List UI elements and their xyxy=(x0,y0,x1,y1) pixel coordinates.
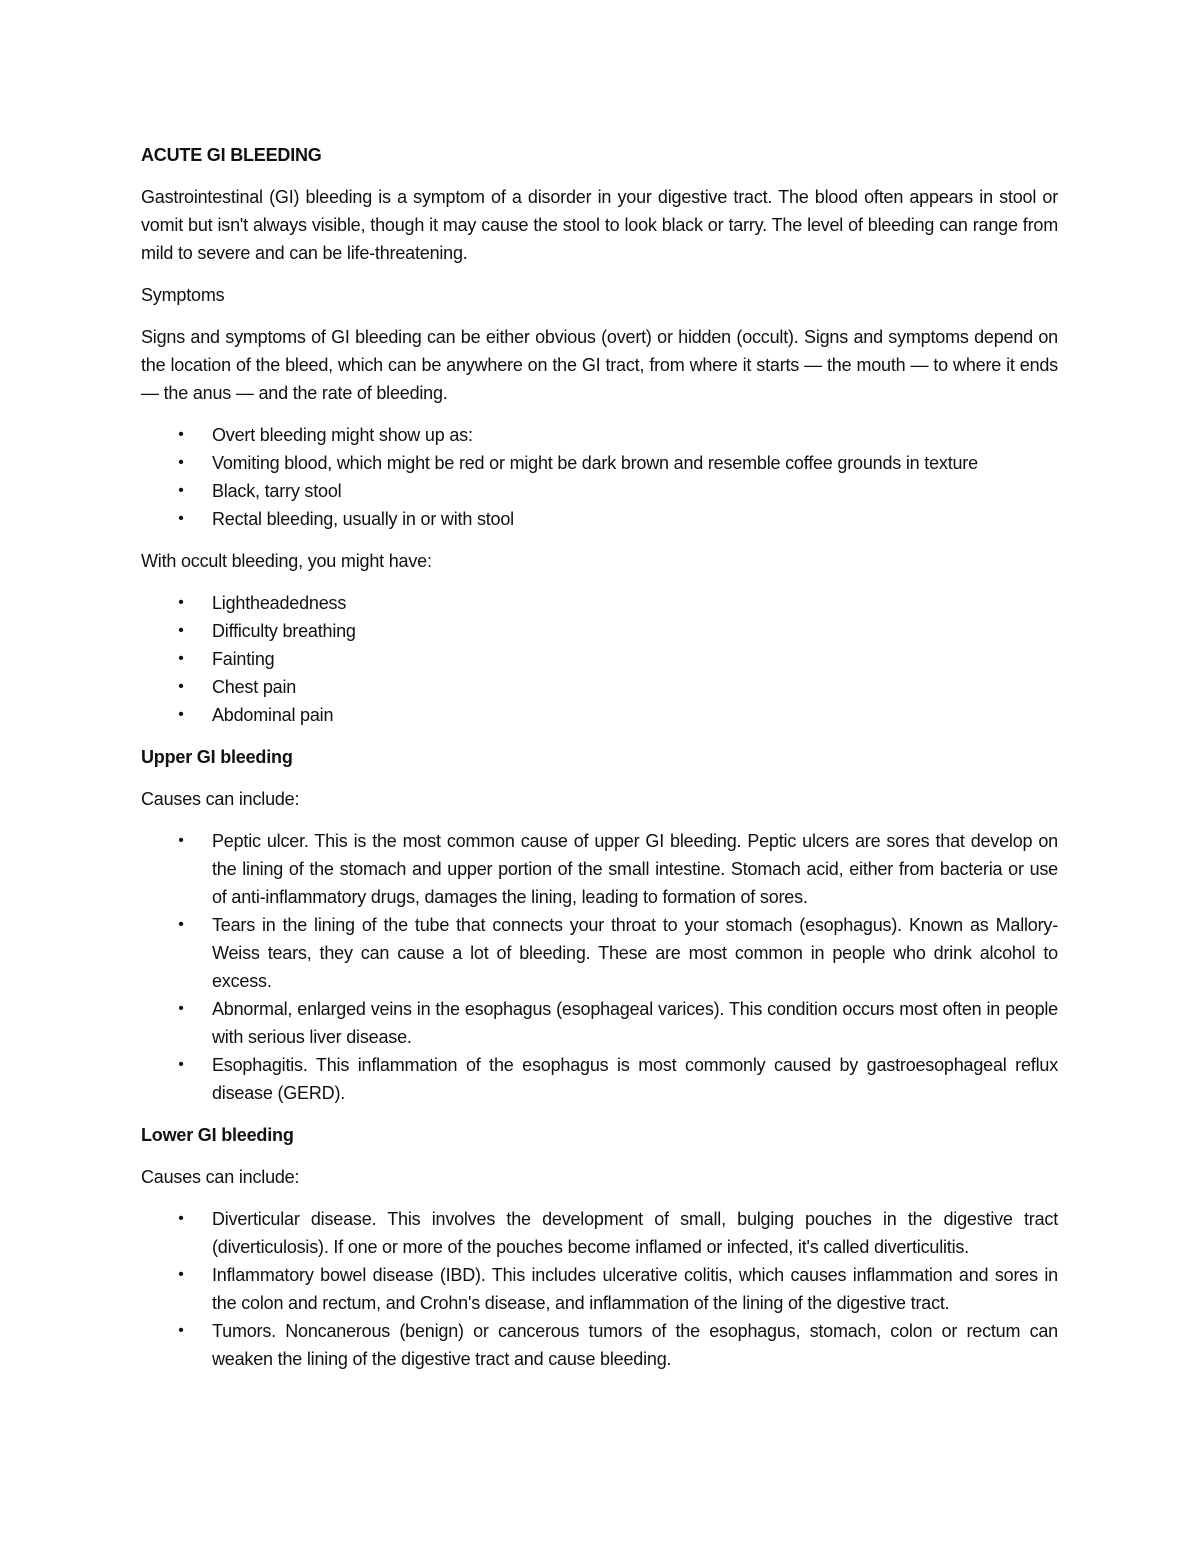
upper-gi-heading: Upper GI bleeding xyxy=(141,747,293,767)
list-item-text: Rectal bleeding, usually in or with stool xyxy=(212,509,514,529)
list-item xyxy=(141,1051,1058,1107)
list-item xyxy=(141,701,1058,729)
occult-bleeding-list xyxy=(141,589,1058,729)
list-item-text: Vomiting blood, which might be red or might be dark brown and resemble coffee grounds in texture xyxy=(212,453,978,473)
list-item-text: Esophagitis. This inflammation of the esophagus is most commonly caused by gastroesophageal reflux disease (GERD). xyxy=(212,1055,1058,1103)
list-item xyxy=(141,421,1058,449)
list-item xyxy=(141,449,1058,477)
lower-causes-intro: Causes can include: xyxy=(141,1167,300,1187)
list-item-text: Inflammatory bowel disease (IBD). This includes ulcerative colitis, which causes inflammation and sores in the colon and rectum, and Crohn's disease, and inflammation of the lining of the digestive tract. xyxy=(212,1265,1058,1313)
list-item-text: Abdominal pain xyxy=(212,705,334,725)
list-item xyxy=(141,827,1058,911)
list-item xyxy=(141,477,1058,505)
lower-causes-list xyxy=(141,1205,1058,1373)
symptoms-heading: Symptoms xyxy=(141,285,225,305)
list-item xyxy=(141,911,1058,995)
upper-causes-list xyxy=(141,827,1058,1107)
list-item-text: Black, tarry stool xyxy=(212,481,342,501)
document-page xyxy=(141,141,1058,1387)
list-item-text: Overt bleeding might show up as: xyxy=(212,425,473,445)
list-item xyxy=(141,995,1058,1051)
bullet-icon: • xyxy=(178,594,184,611)
bullet-icon: • xyxy=(178,482,184,499)
bullet-icon: • xyxy=(178,650,184,667)
list-item-text: Diverticular disease. This involves the development of small, bulging pouches in the digestive tract (diverticulosis). If one or more of the pouches become inflamed or infected, it's called diverticulitis. xyxy=(212,1209,1058,1257)
bullet-icon: • xyxy=(178,1056,184,1073)
list-item-text: Difficulty breathing xyxy=(212,621,356,641)
bullet-icon: • xyxy=(178,1322,184,1339)
list-item-text: Chest pain xyxy=(212,677,297,697)
list-item xyxy=(141,645,1058,673)
list-item xyxy=(141,617,1058,645)
bullet-icon: • xyxy=(178,454,184,471)
list-item xyxy=(141,589,1058,617)
symptoms-paragraph: Signs and symptoms of GI bleeding can be either obvious (overt) or hidden (occult). Signs and symptoms depend on the location of the bleed, which can be anywhere on the GI tract, from where it starts — the mouth — to where it ends — the anus — and the rate of bleeding. xyxy=(141,327,1058,403)
bullet-icon: • xyxy=(178,1210,184,1227)
list-item-text: Lightheadedness xyxy=(212,593,347,613)
list-item xyxy=(141,1205,1058,1261)
occult-intro: With occult bleeding, you might have: xyxy=(141,551,432,571)
bullet-icon: • xyxy=(178,916,184,933)
bullet-icon: • xyxy=(178,426,184,443)
list-item xyxy=(141,1317,1058,1373)
list-item xyxy=(141,505,1058,533)
list-item-text: Tumors. Noncanerous (benign) or cancerous tumors of the esophagus, stomach, colon or rectum can weaken the lining of the digestive tract and cause bleeding. xyxy=(212,1321,1058,1369)
list-item-text: Abnormal, enlarged veins in the esophagus (esophageal varices). This condition occurs most often in people with serious liver disease. xyxy=(212,999,1058,1047)
bullet-icon: • xyxy=(178,510,184,527)
list-item-text: Tears in the lining of the tube that connects your throat to your stomach (esophagus). Known as Mallory-Weiss tears, they can cause a lot of bleeding. These are most common in people who drink alcohol to excess. xyxy=(212,915,1058,991)
lower-gi-heading: Lower GI bleeding xyxy=(141,1125,294,1145)
bullet-icon: • xyxy=(178,832,184,849)
list-item-text: Fainting xyxy=(212,649,275,669)
document-title: ACUTE GI BLEEDING xyxy=(141,145,322,165)
bullet-icon: • xyxy=(178,678,184,695)
overt-bleeding-list xyxy=(141,421,1058,533)
bullet-icon: • xyxy=(178,1000,184,1017)
bullet-icon: • xyxy=(178,622,184,639)
bullet-icon: • xyxy=(178,706,184,723)
list-item-text: Peptic ulcer. This is the most common cause of upper GI bleeding. Peptic ulcers are sores that develop on the lining of the stomach and upper portion of the small intestine. Stomach acid, either from bacteria or use of anti-inflammatory drugs, damages the lining, leading to formation of sores. xyxy=(212,831,1058,907)
intro-paragraph: Gastrointestinal (GI) bleeding is a symptom of a disorder in your digestive tract. The blood often appears in stool or vomit but isn't always visible, though it may cause the stool to look black or tarry. The level of bleeding can range from mild to severe and can be life-threatening. xyxy=(141,187,1058,263)
list-item xyxy=(141,673,1058,701)
upper-causes-intro: Causes can include: xyxy=(141,789,300,809)
list-item xyxy=(141,1261,1058,1317)
bullet-icon: • xyxy=(178,1266,184,1283)
